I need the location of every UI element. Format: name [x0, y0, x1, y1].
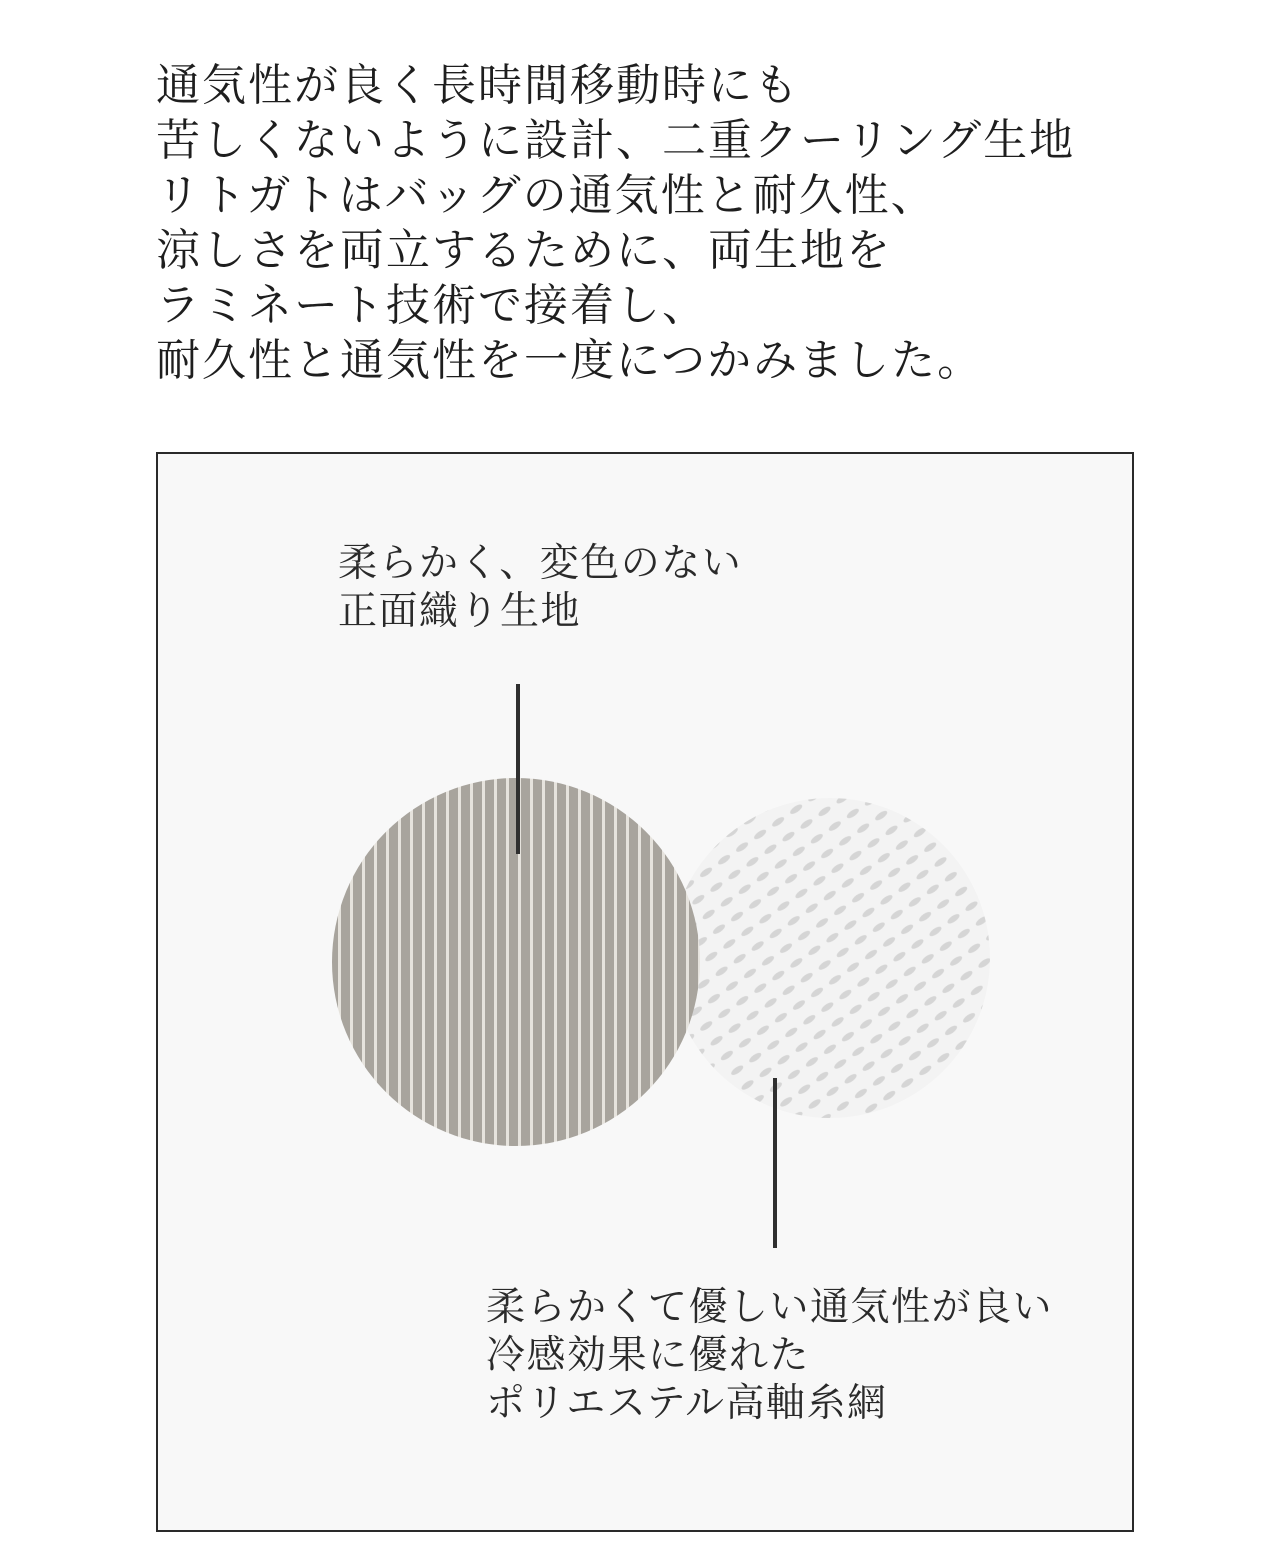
inner-mesh-label-line: 冷感効果に優れた: [486, 1333, 811, 1378]
inner-mesh-circle: [670, 798, 990, 1118]
outer-fabric-label-line: 正面織り生地: [338, 589, 582, 634]
intro-line: 苦しくないように設計、二重クーリング生地: [156, 115, 1076, 166]
outer-fabric-label-line: 柔らかく、変色のない: [338, 541, 743, 586]
intro-text: [156, 58, 1156, 388]
intro-line: リトガトはバッグの通気性と耐久性、: [156, 170, 937, 221]
inner-mesh-label-line: 柔らかくて優しい通気性が良い: [486, 1285, 1054, 1330]
inner-mesh-label: [486, 1284, 1053, 1428]
intro-line: 涼しさを両立するために、両生地を: [156, 225, 892, 276]
intro-line: 耐久性と通気性を一度につかみました。: [156, 335, 984, 386]
inner-mesh-label-line: ポリエステル高軸糸網: [486, 1381, 888, 1426]
fabric-diagram-panel: [156, 452, 1134, 1532]
intro-line: ラミネート技術で接着し、: [156, 280, 708, 331]
intro-line: 通気性が良く長時間移動時にも: [156, 60, 800, 111]
